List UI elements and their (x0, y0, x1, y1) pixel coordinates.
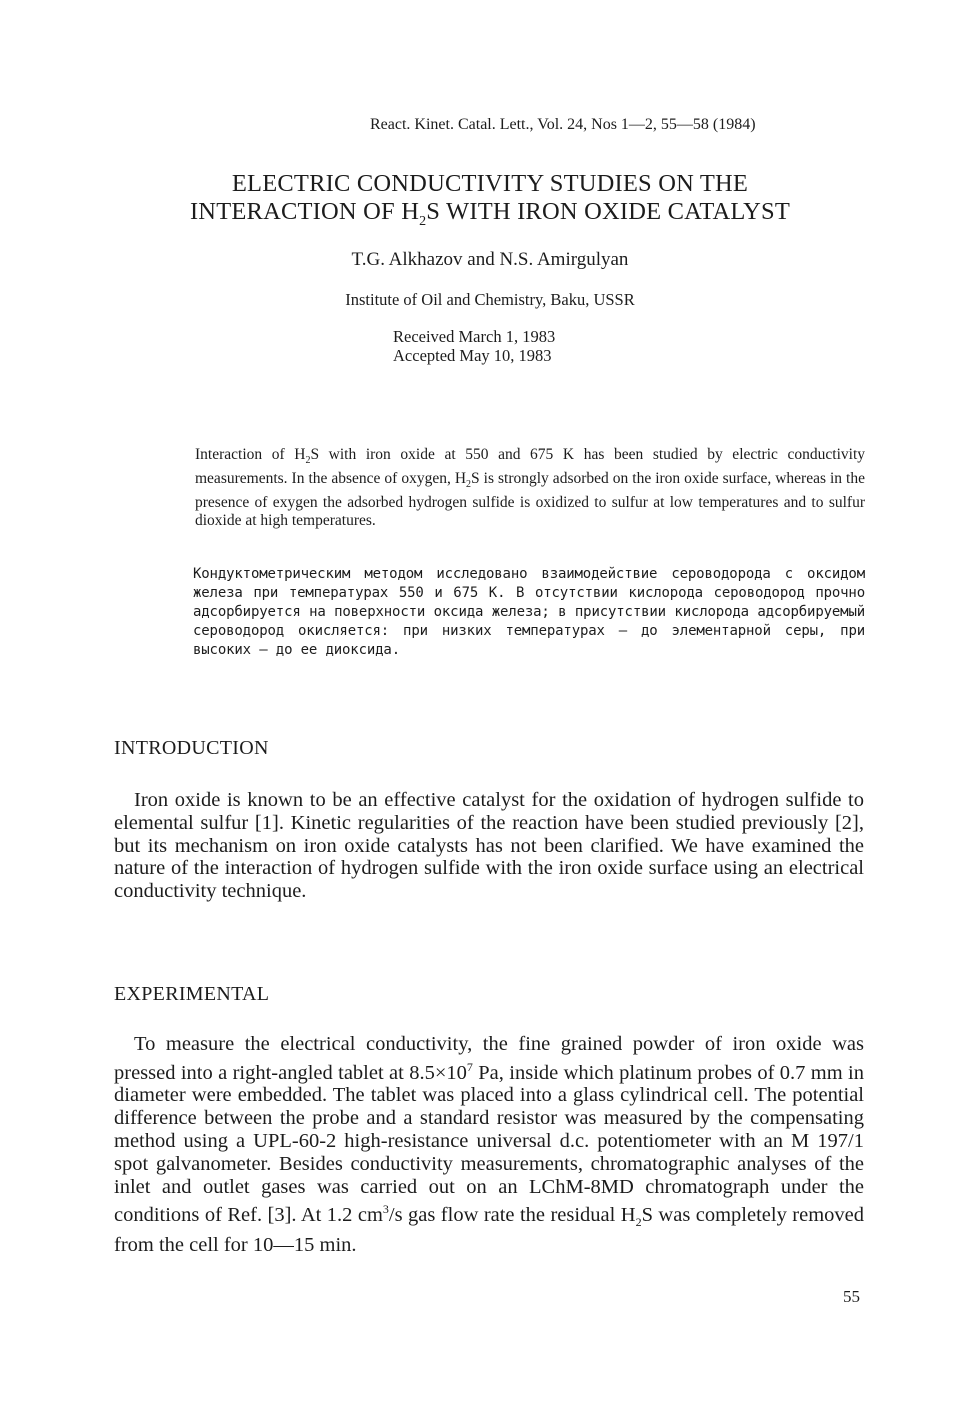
title-line-2: INTERACTION OF $H_2S$ WITH IRON OXIDE CATALYST (189, 198, 791, 229)
abstract-english: Interaction of $H_2S$ with iron oxide at 550 and 675 K has been studied by electric conductivity measurements. In the absence of oxygen, $H_2S$ is strongly adsorbed on the iron oxide surface, whereas in the presence of exygen the adsorbed hydrogen sulfide is oxidized to sulfur at low temperatures and to sulfur dioxide at high temperatures. (195, 446, 865, 530)
introduction-paragraph: Iron oxide is known to be an effective catalyst for the oxidation of hydrogen sulfide to elemental sulfur [1]. Kinetic regularities of the reaction have been studied previously [2], but its mechanism on iron oxide catalysts has not been clarified. We have examined the nature of the interaction of hydrogen sulfide with the iron oxide surface using an electrical conductivity technique. (114, 789, 864, 903)
journal-reference: React. Kinet. Catal. Lett., Vol. 24, Nos 1—2, 55—58 (1984) (370, 116, 756, 133)
accepted-date: Accepted May 10, 1983 (393, 346, 552, 365)
abstract-russian: Кондуктометрическим методом исследовано взаимодействие сероводорода с оксидом железа при температурах 550 и 675 К. В отсутствии кислорода сероводород прочно адсорбируется на поверхности оксида железа; в присутствии кислорода адсорбируемый сероводород окисляется: при низких температурах — до элементарной серы, при высоких — до ее диоксида. (193, 566, 865, 658)
title-line-1: ELECTRIC CONDUCTIVITY STUDIES ON THE (231, 170, 749, 197)
received-accepted-dates (393, 327, 555, 365)
experimental-heading: EXPERIMENTAL (114, 983, 270, 1005)
paper-title (100, 170, 880, 236)
introduction-heading: INTRODUCTION (114, 737, 269, 759)
received-date: Received March 1, 1983 (393, 327, 556, 346)
authors: T.G. Alkhazov and N.S. Amirgulyan (351, 249, 629, 270)
institute: Institute of Oil and Chemistry, Baku, USSR (345, 290, 635, 309)
page-number: 55 (843, 1287, 860, 1306)
experimental-paragraph: To measure the electrical conductivity, the fine grained powder of iron oxide was pressed into a right-angled tablet at $8.5\times 10^7$ Pa, inside which platinum probes of 0.7 mm in diameter were embedded. The tablet was placed into a glass cylindrical cell. The potential difference between the probe and a standard resistor was measured by the compensating method using a UPL-60-2 high-resistance universal d.c. potentiometer with an M 197/1 spot galvanometer. Besides conductivity measurements, chromatographic analyses of the inlet and outlet gases was carried out on an LChM-8MD chromatograph under the conditions of Ref. [3]. At 1.2 $cm^3/s$ gas flow rate the residual $H_2S$ was completely removed from the cell for 10—15 min. (114, 1033, 864, 1257)
